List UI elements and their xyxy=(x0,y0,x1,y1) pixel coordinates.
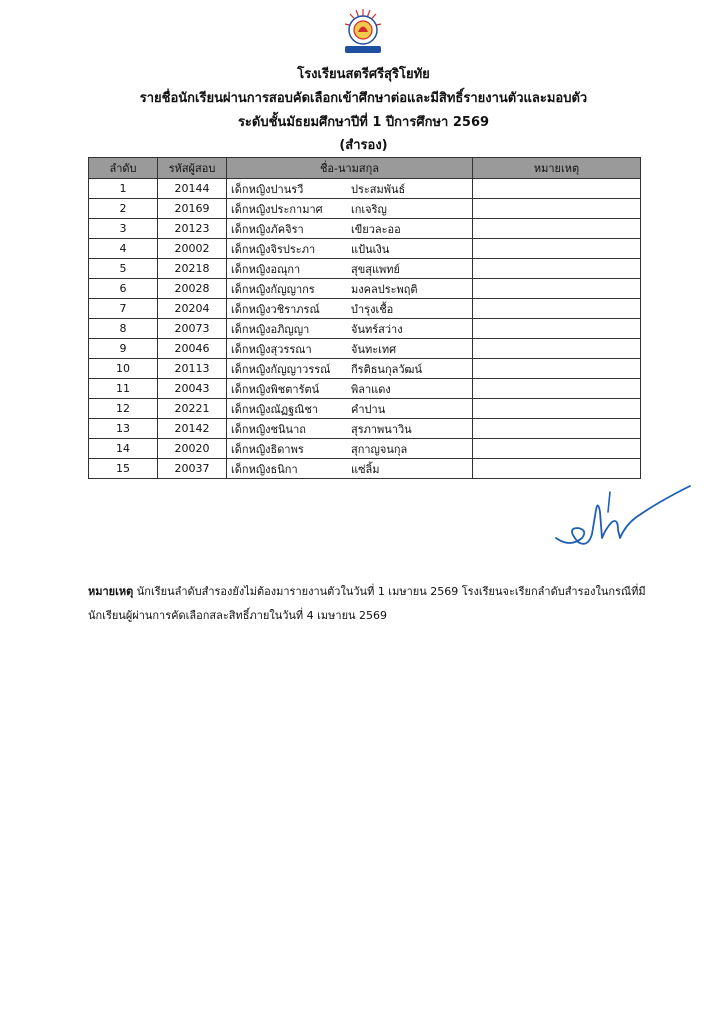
remark-note-label: หมายเหตุ xyxy=(88,585,134,598)
remark-note-line-1 xyxy=(88,580,658,604)
cell-order: 14 xyxy=(89,439,158,459)
cell-remark xyxy=(473,419,641,439)
document-title: รายชื่อนักเรียนผ่านการสอบคัดเลือกเข้าศึกษาต่อและมีสิทธิ์รายงานตัวและมอบตัว xyxy=(139,91,588,106)
table-header-row xyxy=(89,158,641,179)
table-row xyxy=(89,279,641,299)
last-name: สุขสุแพทย์ xyxy=(351,262,400,276)
cell-name xyxy=(227,339,473,359)
cell-order: 1 xyxy=(89,179,158,199)
cell-name xyxy=(227,299,473,319)
cell-remark xyxy=(473,359,641,379)
cell-exam-id: 20028 xyxy=(158,279,227,299)
col-header-name: ชื่อ-นามสกุล xyxy=(227,158,473,179)
cell-order: 10 xyxy=(89,359,158,379)
first-name: เด็กหญิงวชิราภรณ์ xyxy=(231,302,320,316)
first-name: เด็กหญิงธนิกา xyxy=(231,462,298,476)
table-row xyxy=(89,339,641,359)
cell-exam-id: 20043 xyxy=(158,379,227,399)
last-name: บำรุงเชื้อ xyxy=(351,302,394,316)
last-name: สุกาญจนกุล xyxy=(351,442,408,456)
last-name: แป้นเงิน xyxy=(351,242,390,256)
cell-remark xyxy=(473,379,641,399)
table-row xyxy=(89,459,641,479)
table-row xyxy=(89,379,641,399)
cell-name xyxy=(227,219,473,239)
cell-name xyxy=(227,459,473,479)
table-row xyxy=(89,439,641,459)
cell-order: 12 xyxy=(89,399,158,419)
cell-order: 8 xyxy=(89,319,158,339)
cell-exam-id: 20037 xyxy=(158,459,227,479)
cell-exam-id: 20169 xyxy=(158,199,227,219)
cell-order: 13 xyxy=(89,419,158,439)
table-row xyxy=(89,199,641,219)
cell-name xyxy=(227,179,473,199)
school-emblem-icon xyxy=(339,6,387,58)
cell-name xyxy=(227,379,473,399)
last-name: เกเจริญ xyxy=(351,202,387,216)
cell-name xyxy=(227,399,473,419)
cell-exam-id: 20002 xyxy=(158,239,227,259)
cell-order: 11 xyxy=(89,379,158,399)
first-name: เด็กหญิงภัคจิรา xyxy=(231,222,304,236)
school-name: โรงเรียนสตรีศรีสุริโยทัย xyxy=(297,67,430,82)
remark-note-text-2: นักเรียนผู้ผ่านการคัดเลือกสละสิทธิ์ภายในวันที่ 4 เมษายน 2569 xyxy=(88,609,388,622)
last-name: เขียวละออ xyxy=(351,222,401,236)
last-name: ประสมพันธ์ xyxy=(351,182,406,196)
cell-remark xyxy=(473,199,641,219)
cell-exam-id: 20073 xyxy=(158,319,227,339)
table-row xyxy=(89,419,641,439)
last-name: แซ่ลิ้ม xyxy=(351,462,380,476)
cell-name xyxy=(227,239,473,259)
table-body xyxy=(89,179,641,479)
last-name: กีรติธนกุลวัฒน์ xyxy=(351,362,422,376)
last-name: คำปาน xyxy=(351,402,386,416)
cell-order: 5 xyxy=(89,259,158,279)
cell-name xyxy=(227,419,473,439)
first-name: เด็กหญิงสุวรรณา xyxy=(231,342,312,356)
cell-exam-id: 20020 xyxy=(158,439,227,459)
cell-order: 2 xyxy=(89,199,158,219)
last-name: สุรภาพนาวิน xyxy=(351,422,412,436)
cell-order: 6 xyxy=(89,279,158,299)
student-table xyxy=(88,157,641,479)
col-header-exam-id: รหัสผู้สอบ xyxy=(158,158,227,179)
first-name: เด็กหญิงปานรวี xyxy=(231,182,304,196)
col-header-remark: หมายเหตุ xyxy=(473,158,641,179)
cell-order: 4 xyxy=(89,239,158,259)
first-name: เด็กหญิงอภิญญา xyxy=(231,322,310,336)
cell-exam-id: 20142 xyxy=(158,419,227,439)
cell-order: 7 xyxy=(89,299,158,319)
cell-order: 9 xyxy=(89,339,158,359)
first-name: เด็กหญิงกัญญากร xyxy=(231,282,315,296)
cell-remark xyxy=(473,459,641,479)
list-status: (สำรอง) xyxy=(339,138,388,153)
cell-remark xyxy=(473,259,641,279)
col-header-order: ลำดับ xyxy=(89,158,158,179)
cell-remark xyxy=(473,219,641,239)
last-name: พิลาแดง xyxy=(351,382,391,396)
cell-exam-id: 20204 xyxy=(158,299,227,319)
cell-remark xyxy=(473,239,641,259)
first-name: เด็กหญิงจิรประภา xyxy=(231,242,316,256)
first-name: เด็กหญิงอณุกา xyxy=(231,262,301,276)
remark-note xyxy=(88,580,658,628)
table-row xyxy=(89,359,641,379)
cell-remark xyxy=(473,399,641,419)
remark-note-text-1: นักเรียนลำดับสำรองยังไม่ต้องมารายงานตัวในวันที่ 1 เมษายน 2569 โรงเรียนจะเรียกลำดับสำรองในกรณีที่มี xyxy=(136,585,646,598)
cell-remark xyxy=(473,339,641,359)
cell-order: 3 xyxy=(89,219,158,239)
cell-remark xyxy=(473,299,641,319)
first-name: เด็กหญิงชนินาถ xyxy=(231,422,306,436)
last-name: จันทะเทศ xyxy=(351,342,397,356)
table-row xyxy=(89,319,641,339)
cell-exam-id: 20113 xyxy=(158,359,227,379)
first-name: เด็กหญิงประกามาศ xyxy=(231,202,323,216)
cell-remark xyxy=(473,319,641,339)
first-name: เด็กหญิงกัญญาวรรณ์ xyxy=(231,362,331,376)
cell-name xyxy=(227,439,473,459)
signature-image xyxy=(548,478,698,553)
cell-exam-id: 20144 xyxy=(158,179,227,199)
cell-remark xyxy=(473,439,641,459)
table-row xyxy=(89,399,641,419)
cell-remark xyxy=(473,279,641,299)
first-name: เด็กหญิงพิชตารัตน์ xyxy=(231,382,320,396)
cell-name xyxy=(227,199,473,219)
grade-level-year: ระดับชั้นมัธยมศึกษาปีที่ 1 ปีการศึกษา 2569 xyxy=(237,115,490,130)
table-row xyxy=(89,259,641,279)
cell-remark xyxy=(473,179,641,199)
cell-name xyxy=(227,279,473,299)
table-row xyxy=(89,219,641,239)
cell-exam-id: 20046 xyxy=(158,339,227,359)
last-name: มงคลประพฤติ xyxy=(351,282,418,296)
table-row xyxy=(89,179,641,199)
cell-exam-id: 20221 xyxy=(158,399,227,419)
cell-name xyxy=(227,319,473,339)
table-row xyxy=(89,239,641,259)
last-name: จันทร์สว่าง xyxy=(351,322,403,336)
cell-order: 15 xyxy=(89,459,158,479)
cell-name xyxy=(227,359,473,379)
cell-exam-id: 20123 xyxy=(158,219,227,239)
first-name: เด็กหญิงณัฏฐณิชา xyxy=(231,402,319,416)
table-row xyxy=(89,299,641,319)
first-name: เด็กหญิงธิดาพร xyxy=(231,442,304,456)
cell-name xyxy=(227,259,473,279)
cell-exam-id: 20218 xyxy=(158,259,227,279)
